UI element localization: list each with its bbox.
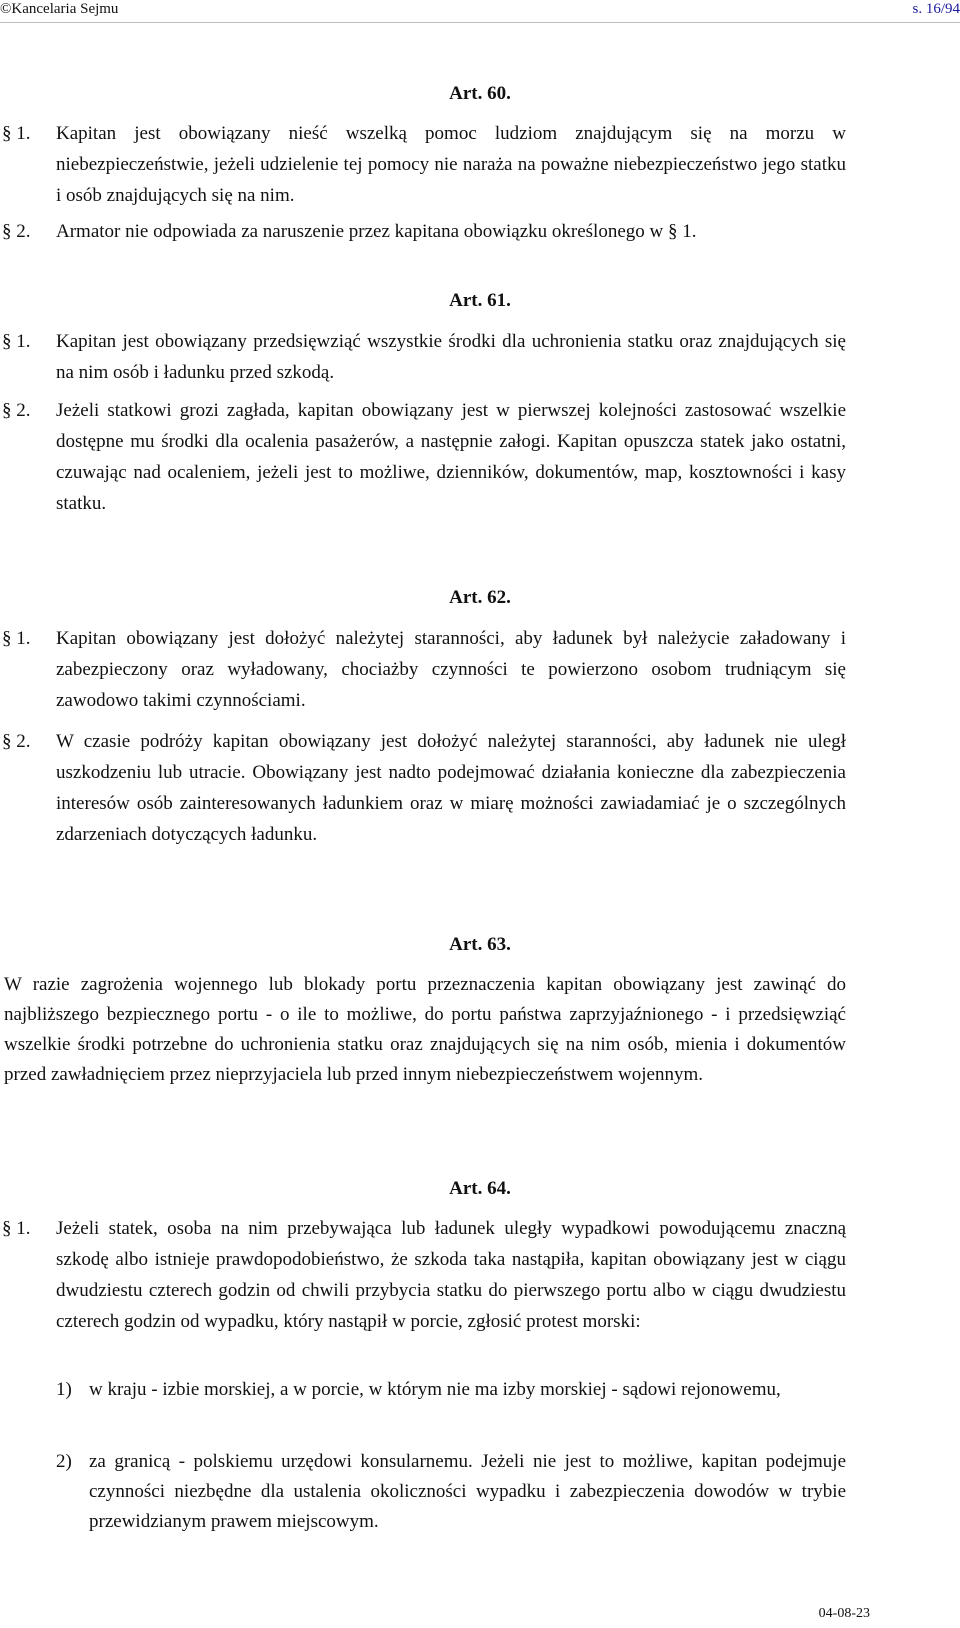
article-64-paragraph-1 [2, 1213, 846, 1337]
paragraph-text: Armator nie odpowiada za naruszenie przez kapitana obowiązku określonego w § 1. [56, 221, 697, 242]
paragraph-number: § 1. [2, 331, 31, 352]
article-63-heading: Art. 63. [449, 934, 511, 955]
item-number: 1) [56, 1379, 72, 1400]
article-62-paragraph-2 [2, 726, 846, 850]
paragraph-number: § 2. [2, 731, 31, 752]
footer-date: 04-08-23 [818, 1606, 870, 1621]
article-61-paragraph-2 [2, 395, 846, 519]
paragraph-text: Kapitan jest obowiązany przedsięwziąć wszystkie środki dla uchronienia statku oraz znajdujących się na nim osób i ładunku przed szkodą. [56, 331, 846, 383]
paragraph-text: Jeżeli statek, osoba na nim przebywająca lub ładunek uległy wypadkowi powodującemu znaczną szkodę albo istnieje prawdopodobieństwo, że szkoda taka nastąpiła, kapitan obowiązany jest w ciągu dwudziestu czterech godzin od chwili przybycia statku do pierwszego portu albo w ciągu dwudziestu czterech godzin od wypadku, który nastąpił w porcie, zgłosić protest morski: [56, 1218, 846, 1332]
article-60-paragraph-2 [2, 216, 846, 247]
article-61-heading: Art. 61. [449, 290, 511, 311]
paragraph-text: Jeżeli statkowi grozi zagłada, kapitan obowiązany jest w pierwszej kolejności zastosować wszelkie dostępne mu środki dla ocalenia pasażerów, a następnie załogi. Kapitan opuszcza statek jako ostatni, czuwając nad ocaleniem, jeżeli jest to możliwe, dzienników, dokumentów, map, kosztowności i kasy statku. [56, 400, 846, 514]
paragraph-number: § 1. [2, 628, 31, 649]
article-60-paragraph-1 [2, 118, 846, 211]
article-64-item-2 [56, 1447, 846, 1537]
article-60-heading: Art. 60. [449, 83, 511, 104]
article-62-heading: Art. 62. [449, 587, 511, 608]
paragraph-number: § 1. [2, 123, 31, 144]
paragraph-text: W czasie podróży kapitan obowiązany jest dołożyć należytej staranności, aby ładunek nie uległ uszkodzeniu lub utracie. Obowiązany jest nadto podejmować działania konieczne dla zabezpieczenia interesów osób zainteresowanych ładunkiem oraz w miarę możności zawiadamiać je o szczególnych zdarzeniach dotyczących ładunku. [56, 731, 846, 845]
item-text: za granicą - polskiemu urzędowi konsularnemu. Jeżeli nie jest to możliwe, kapitan podejmuje czynności niezbędne dla ustalenia okoliczności wypadku i zabezpieczenia dowodów w trybie przewidzianym prawem miejscowym. [89, 1451, 846, 1532]
article-64-item-1 [56, 1375, 846, 1405]
paragraph-text: Kapitan jest obowiązany nieść wszelką pomoc ludziom znajdującym się na morzu w niebezpieczeństwie, jeżeli udzielenie tej pomocy nie naraża na poważne niebezpieczeństwo jego statku i osób znajdujących się na nim. [56, 123, 846, 206]
paragraph-text: Kapitan obowiązany jest dołożyć należytej staranności, aby ładunek był należycie załadowany i zabezpieczony oraz wyładowany, chociażby czynności te powierzono osobom trudniącym się zawodowo takimi czynnościami. [56, 628, 846, 711]
article-61-paragraph-1 [2, 326, 846, 388]
item-text: w kraju - izbie morskiej, a w porcie, w którym nie ma izby morskiej - sądowi rejonowemu, [89, 1379, 781, 1400]
paragraph-number: § 1. [2, 1218, 31, 1239]
header-source: ©Kancelaria Sejmu [0, 1, 119, 17]
paragraph-number: § 2. [2, 221, 31, 242]
item-number: 2) [56, 1451, 72, 1472]
paragraph-number: § 2. [2, 400, 31, 421]
article-64-heading: Art. 64. [449, 1178, 511, 1199]
article-63-text: W razie zagrożenia wojennego lub blokady portu przeznaczenia kapitan obowiązany jest zawinąć do najbliższego bezpiecznego portu - o ile to możliwe, do portu państwa zaprzyjaźnionego - i przedsięwziąć wszelkie środki potrzebne do uchronienia statku oraz znajdujących się na nim osób, mienia i dokumentów przed zawładnięciem przez nieprzyjaciela lub przed innym niebezpieczeństwem wojennym. [4, 974, 846, 1085]
article-62-paragraph-1 [2, 623, 846, 716]
header-page-number: s. 16/94 [912, 1, 960, 17]
